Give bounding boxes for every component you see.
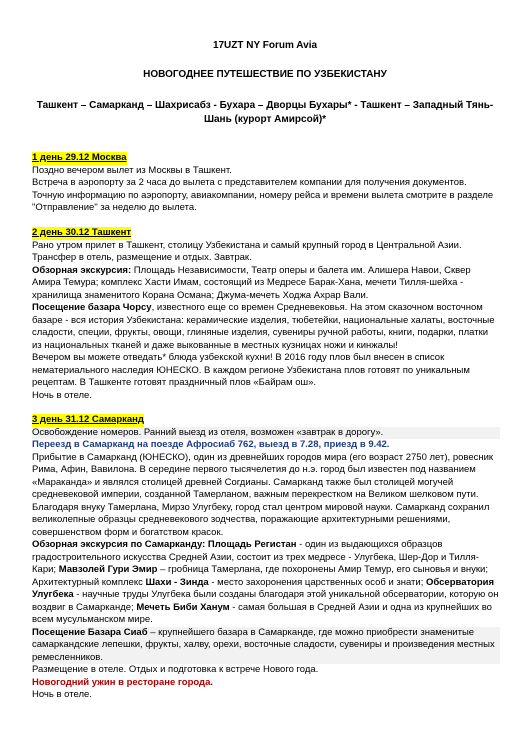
day2-tour-text: Площадь Независимости, Театр оперы и балета им. Алишера Навои, Сквер Амира Темура; комплекс Хасти Имам, состоящий из Медресе Барак-Хана, мечети Тилля-шейха - хранилища знаменитого Корана Османа; Джума-мечеть Ходжа Ахрар Вали. [32, 264, 471, 301]
day2-heading: 2 день 30.12 Ташкент [32, 227, 132, 238]
day2-section [32, 227, 500, 402]
day1-section [32, 152, 500, 215]
day3-night: Ночь в отеле. [32, 689, 92, 700]
day2-night: Ночь в отеле. [32, 389, 92, 401]
day3-tour [32, 539, 500, 627]
day3-tour-label: Обзорная экскурсия по Самарканду: Площадь Регистан [32, 539, 297, 550]
day3-tour-text: - один из выдающихся образцов градостроительного искусства Средней Азии, состоит из трех медресе - Улугбека, Шер-Дор и Тилля-Кари; [32, 539, 479, 575]
day3-shahi-text: - место захоронения царственных особ и знати; [208, 576, 426, 588]
day2-tour [32, 265, 500, 303]
day3-obs-text: - научные труды Улугбека были созданы благодаря этой уникальной обсерватории, которую он воздвиг в Самарканде; [32, 589, 499, 613]
day3-dinner: Новогодний ужин в ресторане города. [32, 676, 214, 688]
day1-line: Точную информацию по аэропорту, авиакомпании, номеру рейса и времени вылета смотрите в разделе "Отправление" за неделю до вылета. [32, 189, 494, 213]
day3-siab [32, 627, 500, 665]
document-title: НОВОГОДНЕЕ ПУТЕШЕСТВИЕ ПО УЗБЕКИСТАНУ [143, 69, 387, 80]
day3-siab-text: – крупнейшего базара в Самарканде, где можно приобрести знаменитые самаркандские лепешки, фрукты, халву, орехи, восточные сладости, сувениры и произведения местных ремесленников. [32, 626, 495, 663]
day3-rest: Размещение в отеле. Отдых и подготовка к встрече Нового года. [32, 664, 319, 675]
day1-line: Поздно вечером вылет из Москвы в Ташкент. [32, 164, 232, 176]
day2-intro: Рано утром прилет в Ташкент, столицу Узбекистана и самый крупный город в Центральной Азии. Трансфер в отель, размещение и отдых. Завтрак. [32, 239, 462, 263]
day2-tour-label: Обзорная экскурсия: [32, 264, 132, 276]
route-subtitle: Ташкент – Самарканд – Шахрисабз - Бухара – Дворцы Бухары* - Ташкент – Западный Тянь-Шань (курорт Амирсой)* [36, 100, 494, 125]
day1-heading: 1 день 29.12 Москва [32, 152, 127, 163]
day3-section [32, 414, 500, 702]
day3-bibi-label: Мечеть Биби Ханум [136, 601, 230, 613]
day3-shahi-label: Шахи - Зинда [145, 576, 209, 588]
day2-plov: Вечером вы можете отведать* блюда узбекской кухни! В 2016 году плов был внесен в список нематериального наследия ЮНЕСКО. В каждом регионе Узбекистана плов готовят по уникальным рецептам. В Ташкенте готовят праздничный плов «Байрам ош». [32, 352, 470, 388]
day3-siab-label: Посещение Базара Сиаб [32, 626, 148, 638]
document-code: 17UZT NY Forum Avia [212, 40, 318, 51]
day3-train: Переезд в Самарканд на поезде Афросиаб 762, выезд в 7.28, приезд в 9.42. [32, 439, 390, 450]
day3-gur-text: – гробница Тамерлана, где похоронены Амир Темур, его сыновья и внуки; Архитектурный комплекс [32, 564, 488, 588]
day3-bibi-text: - самая большая в Средней Азии и одна из крупнейших во всем мусульманском мире. [32, 601, 492, 625]
day3-checkout: Освобождение номеров. Ранний выезд из отеля, возможен «завтрак в дорогу». [32, 427, 500, 440]
day1-line: Встреча в аэропорту за 2 часа до вылета с представителем компании для получения документов. [32, 177, 467, 188]
day2-bazaar-text: , известного еще со времен Средневековья. На этом сказочном восточном базаре - вся история Узбекистана: керамические изделия, тюбетейки, национальные халаты, восточные сладости, специи, фрукты, овощи, глиняные изделия, сувениры ручной работы, книги, подарки, платки из национальных тканей и даже выкованные в местных кузницах ножи и кинжалы! [32, 302, 495, 351]
day3-heading: 3 день 31.12 Самарканд [32, 414, 144, 425]
day3-arrival: Прибытие в Самарканд (ЮНЕСКО), один из древнейших городов мира (его возраст 2750 лет), ровесник Рима, Афин, Вавилона. В середине первого тысячелетия до н.э. город был известен под названием «Мараканда» и являлся столицей древней Согдианы. Самарканд также был столицей могучей средневековой империи, созданной Тамерланом, важным перекрестком на Великом шелковом пути. Благодаря внуку Тамерлана, Мирзо Улугбеку, город стал центром мировой науки. Самарканд сохранил великолепные образцы средневекового зодчества, поражающие архитектурными решениями, совершенством форм и богатством красок. [32, 451, 494, 538]
day2-bazaar-label: Посещение базара Чорсу [32, 302, 152, 313]
day2-bazaar [32, 302, 500, 352]
day3-gur-label: Мавзолей Гури Эмир [58, 564, 158, 575]
day3-obs-label: Обсерватория Улугбека [32, 576, 495, 600]
